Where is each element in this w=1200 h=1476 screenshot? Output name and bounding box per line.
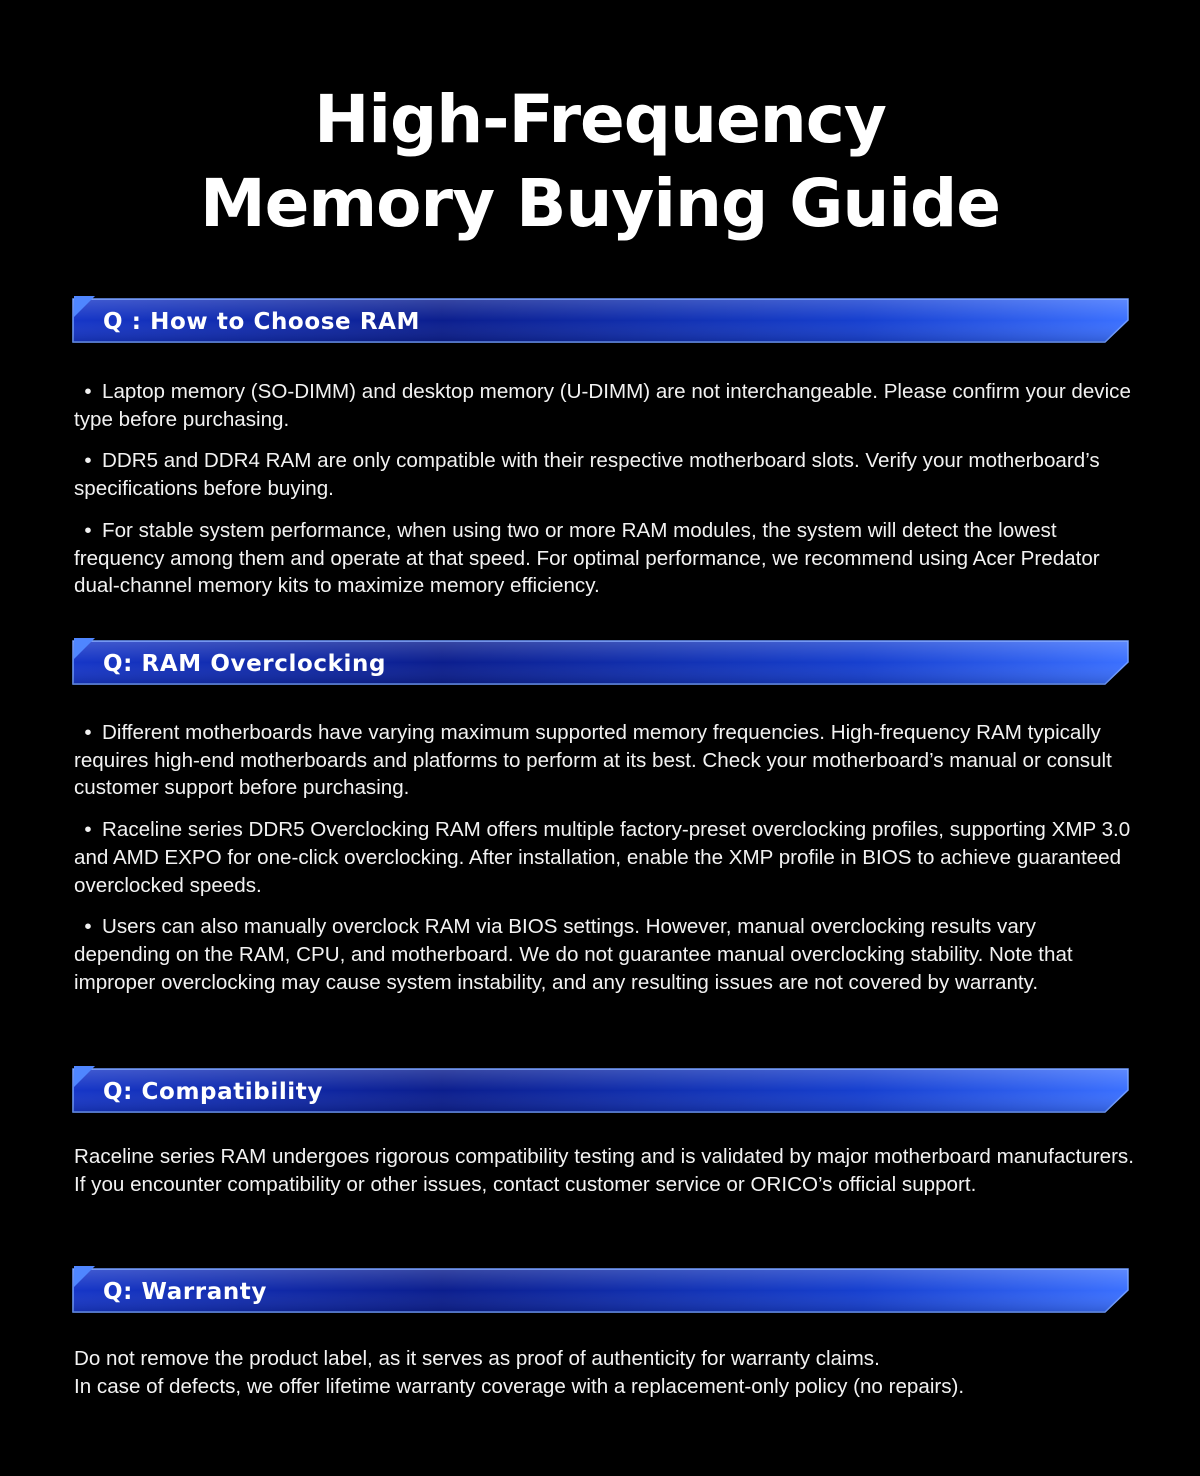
section-body-warranty bbox=[74, 1345, 1134, 1414]
list-item: • Raceline series DDR5 Overclocking RAM offers multiple factory-preset overclocking profiles, supporting XMP 3.0 and AMD EXPO for one-click overclocking. After installation, enable the XMP profile in BIOS to achieve guaranteed overclocked speeds. bbox=[74, 816, 1134, 899]
section-heading: Q : How to Choose RAM bbox=[103, 309, 421, 335]
section-heading: Q: RAM Overclocking bbox=[103, 651, 387, 677]
section-heading: Q: Warranty bbox=[103, 1279, 267, 1305]
list-item: • For stable system performance, when using two or more RAM modules, the system will detect the lowest frequency among them and operate at that speed. For optimal performance, we recommend using Acer Predator dual-channel memory kits to maximize memory efficiency. bbox=[74, 517, 1134, 600]
section-body-compatibility bbox=[74, 1143, 1134, 1212]
section-body-choose-ram bbox=[74, 378, 1134, 614]
section-header-overclocking bbox=[73, 640, 1130, 686]
list-item: • Different motherboards have varying maximum supported memory frequencies. High-frequency RAM typically requires high-end motherboards and platforms to perform at its best. Check your motherboard’s manual or consult customer support before purchasing. bbox=[74, 719, 1134, 802]
page-title bbox=[0, 78, 1200, 246]
paragraph: Raceline series RAM undergoes rigorous compatibility testing and is validated by major motherboard manufacturers. If you encounter compatibility or other issues, contact customer service or ORICO’s official support. bbox=[74, 1145, 1134, 1196]
page-title-line-2: Memory Buying Guide bbox=[199, 165, 1001, 242]
section-heading: Q: Compatibility bbox=[103, 1079, 323, 1105]
list-item: • DDR5 and DDR4 RAM are only compatible with their respective motherboard slots. Verify your motherboard’s specifications before buying. bbox=[74, 447, 1134, 502]
page-title-line-1: High-Frequency bbox=[314, 81, 886, 158]
section-header-warranty bbox=[73, 1268, 1130, 1314]
list-item: • Users can also manually overclock RAM via BIOS settings. However, manual overclocking results vary depending on the RAM, CPU, and motherboard. We do not guarantee manual overclocking stability. Note that improper overclocking may cause system instability, and any resulting issues are not covered by warranty. bbox=[74, 913, 1134, 996]
section-body-overclocking bbox=[74, 719, 1134, 1010]
paragraph: Do not remove the product label, as it serves as proof of authenticity for warranty claims. bbox=[74, 1347, 880, 1370]
paragraph: In case of defects, we offer lifetime warranty coverage with a replacement-only policy (no repairs). bbox=[74, 1374, 965, 1398]
section-header-choose-ram bbox=[73, 298, 1130, 344]
list-item: • Laptop memory (SO-DIMM) and desktop memory (U-DIMM) are not interchangeable. Please confirm your device type before purchasing. bbox=[74, 378, 1134, 433]
section-header-compatibility bbox=[73, 1068, 1130, 1114]
